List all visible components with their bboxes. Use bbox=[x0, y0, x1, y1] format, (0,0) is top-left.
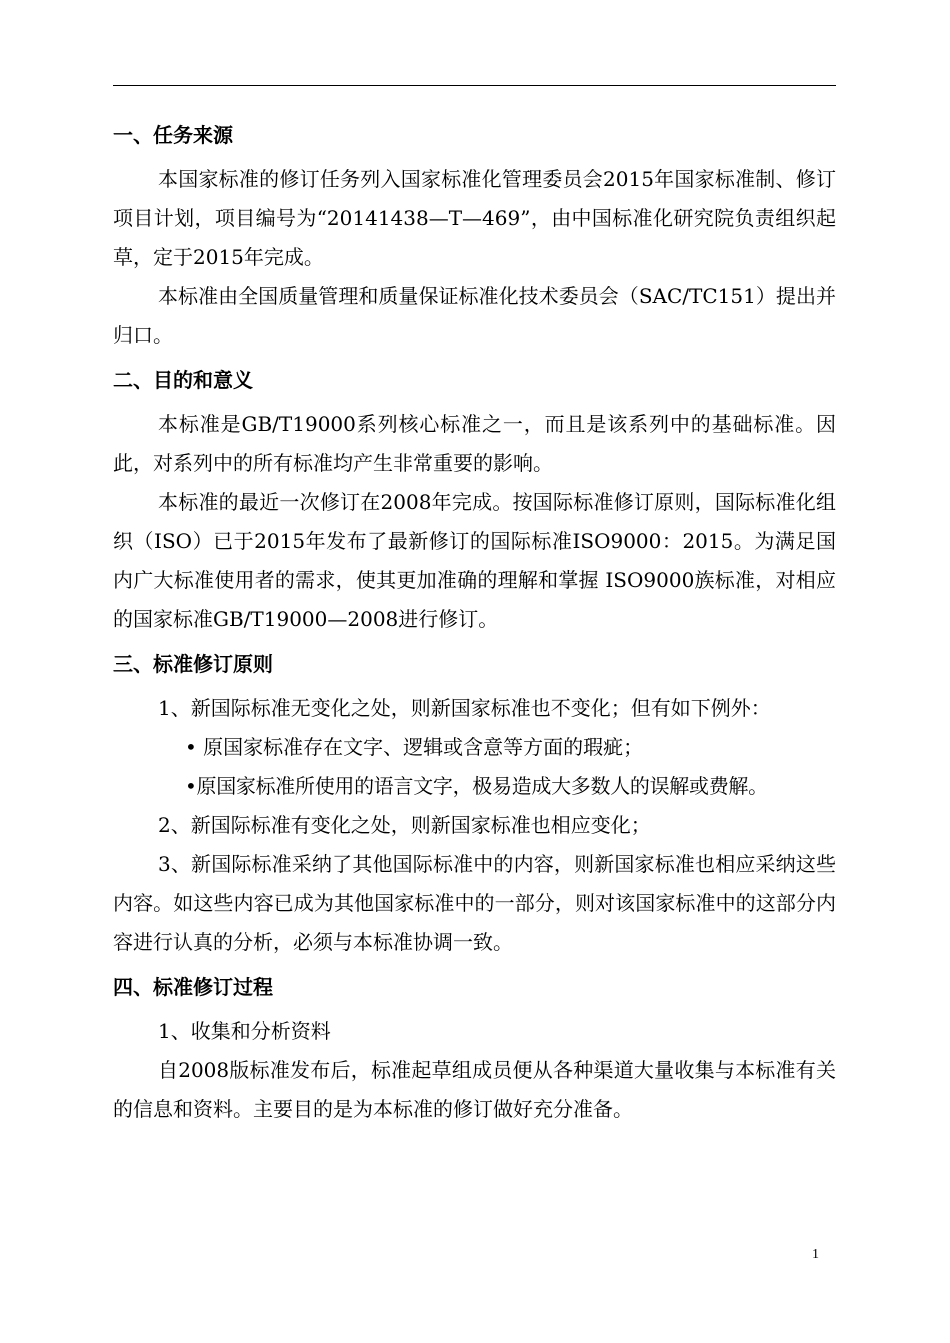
principle-item-3: 3、新国际标准采纳了其他国际标准中的内容，则新国家标准也相应采纳这些内容。如这些内容已成为其他国家标准中的一部分，则对该国家标准中的这部分内容进行认真的分析，必须与本标准协调一致。 bbox=[113, 852, 836, 954]
paragraph: 自2008版标准发布后，标准起草组成员便从各种渠道大量收集与本标准有关的信息和资料。主要目的是为本标准的修订做好充分准备。 bbox=[113, 1058, 836, 1121]
section-heading-principles: 三、标准修订原则 bbox=[113, 652, 273, 676]
bullet-item: • 原国家标准存在文字、逻辑或含意等方面的瑕疵； bbox=[185, 735, 644, 759]
section-heading-task-source: 一、任务来源 bbox=[113, 123, 233, 147]
document-body bbox=[113, 110, 836, 1129]
paragraph: 本国家标准的修订任务列入国家标准化管理委员会2015年国家标准制、修订项目计划，项目编号为“20141438—T—469”，由中国标准化研究院负责组织起草，定于2015年完成。 bbox=[113, 167, 836, 269]
principle-item-2: 2、新国际标准有变化之处，则新国家标准也相应变化； bbox=[158, 813, 651, 837]
paragraph: 1、收集和分析资料 bbox=[158, 1019, 331, 1043]
header-rule bbox=[113, 85, 836, 86]
bullet-item: •原国家标准所使用的语言文字，极易造成大多数人的误解或费解。 bbox=[185, 774, 768, 798]
page-number: 1 bbox=[812, 1247, 819, 1262]
section-heading-purpose: 二、目的和意义 bbox=[113, 368, 253, 392]
principle-item-1: 1、新国际标准无变化之处，则新国家标准也不变化；但有如下例外： bbox=[158, 696, 771, 720]
section-heading-process: 四、标准修订过程 bbox=[113, 975, 273, 999]
paragraph: 本标准由全国质量管理和质量保证标准化技术委员会（SAC/TC151）提出并归口。 bbox=[113, 284, 836, 347]
paragraph: 本标准的最近一次修订在2008年完成。按国际标准修订原则，国际标准化组织（ISO）已于2015年发布了最新修订的国际标准ISO9000：2015。为满足国内广大标准使用者的需求，使其更加准确的理解和掌握 ISO9000族标准，对相应的国家标准GB/T19000—2008进行修订。 bbox=[113, 490, 836, 631]
paragraph: 本标准是GB/T19000系列核心标准之一，而且是该系列中的基础标准。因此，对系列中的所有标准均产生非常重要的影响。 bbox=[113, 412, 836, 475]
